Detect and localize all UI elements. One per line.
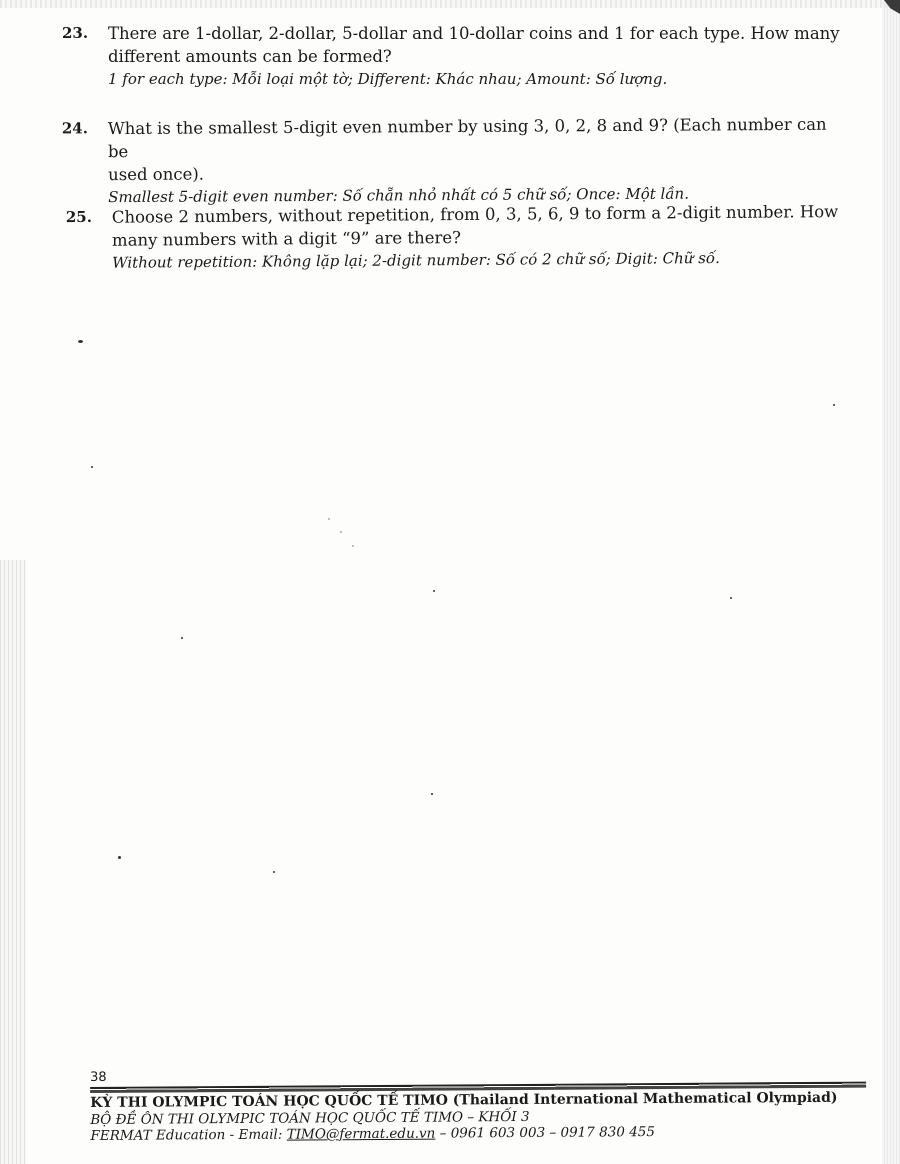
problem-23 — [62, 22, 852, 90]
question-line: What is the smallest 5-digit even number by using 3, 0, 2, 8 and 9? (Each number can be — [107, 114, 827, 162]
page-number: 38 — [90, 1069, 107, 1085]
problem-number: 25. — [65, 207, 93, 227]
footer-subtitle: BỘ ĐỀ ÔN THI OLYMPIC TOÁN HỌC QUỐC TẾ TIMO – KHỐI 3 — [90, 1108, 530, 1128]
problem-24 — [62, 113, 853, 209]
problem-body — [112, 200, 857, 274]
problem-25 — [66, 200, 857, 274]
scan-speck — [78, 340, 83, 343]
footer-title: KỲ THI OLYMPIC TOÁN HỌC QUỐC TẾ TIMO (Thailand International Mathematical Olympiad) — [90, 1089, 838, 1111]
scan-speck — [431, 793, 433, 795]
scan-speck — [433, 590, 435, 592]
problem-body — [108, 113, 853, 209]
problem-number: 24. — [61, 119, 88, 138]
email-link[interactable]: TIMO@fermat.edu.vn — [286, 1125, 436, 1143]
scan-speck — [730, 597, 732, 599]
scan-speck — [118, 856, 121, 859]
vocabulary-note: Without repetition: Không lặp lại; 2-digit number: Số có 2 chữ số; Digit: Chữ số. — [112, 248, 720, 272]
scan-edge-left — [0, 560, 26, 1164]
question-line: There are 1-dollar, 2-dollar, 5-dollar and 10-dollar coins and 1 for each type. How many — [108, 24, 840, 43]
scan-speck — [328, 518, 330, 520]
vocabulary-note: 1 for each type: Mỗi loại một tờ; Different: Khác nhau; Amount: Số lượng. — [108, 70, 668, 88]
scan-edge-top — [0, 0, 900, 8]
problem-body — [108, 22, 852, 90]
scan-edge-right — [882, 0, 900, 1164]
scan-speck — [833, 404, 835, 406]
footer-contact-prefix: FERMAT Education - Email: — [90, 1126, 287, 1144]
question-line: many numbers with a digit “9” are there? — [111, 228, 462, 250]
problem-number: 23. — [62, 24, 89, 42]
page-footer — [90, 1065, 870, 1144]
scan-speck — [273, 871, 275, 873]
scan-speck — [181, 637, 183, 639]
scan-speck — [340, 531, 342, 533]
scan-speck — [352, 545, 354, 547]
question-line: Choose 2 numbers, without repetition, from 0, 3, 5, 6, 9 to form a 2-digit number. How — [111, 202, 839, 227]
scan-speck — [91, 466, 93, 468]
vocabulary-note: Smallest 5-digit even number: Số chẵn nhỏ nhất có 5 chữ số; Once: Một lần. — [108, 184, 689, 207]
question-line: different amounts can be formed? — [108, 47, 392, 66]
footer-phone-numbers: – 0961 603 003 – 0917 830 455 — [435, 1124, 656, 1142]
question-line: used once). — [108, 164, 205, 185]
